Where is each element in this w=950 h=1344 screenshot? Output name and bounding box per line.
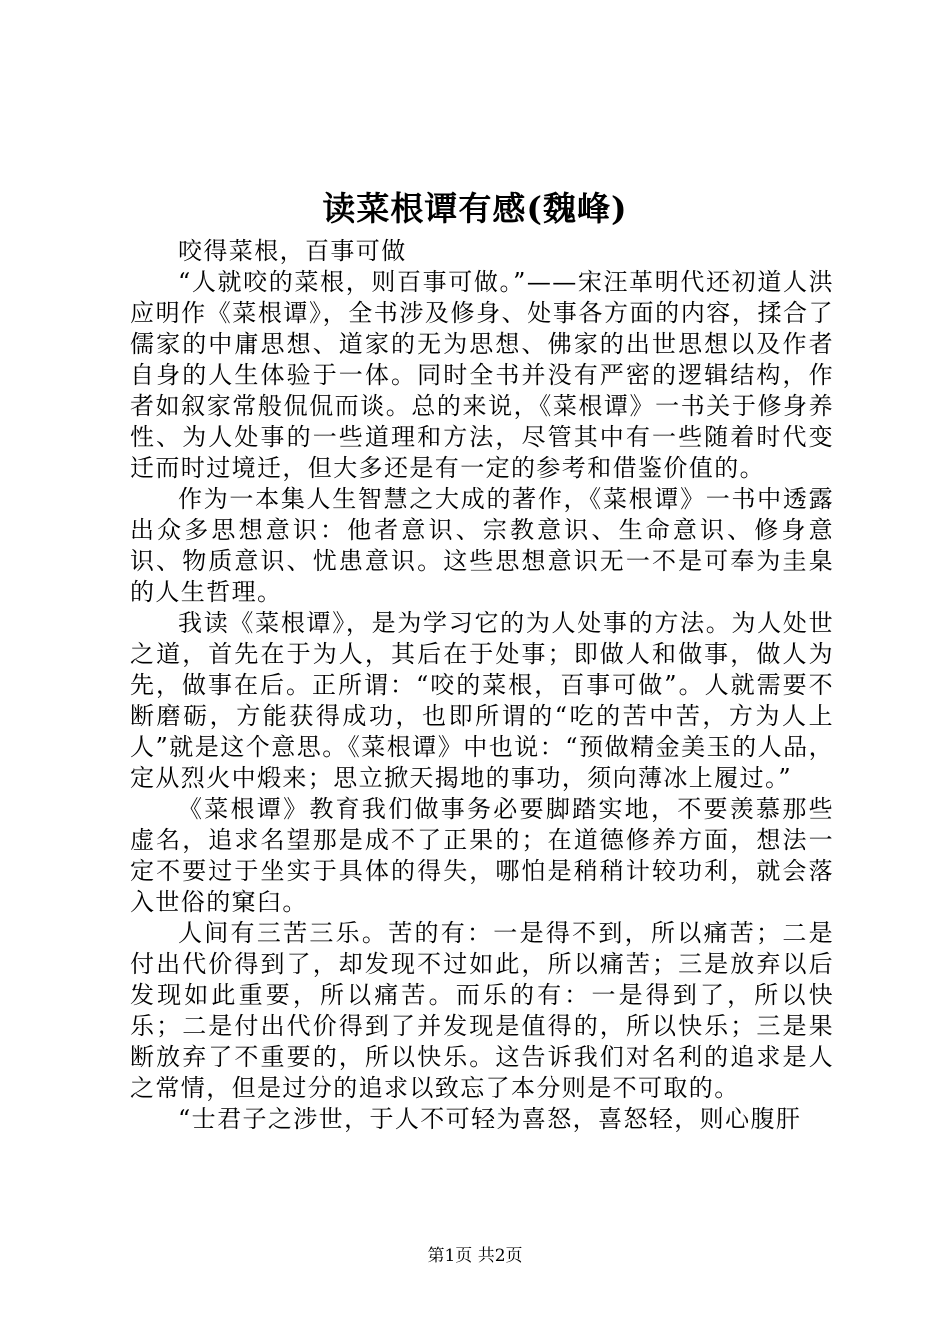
document-body (130, 236, 834, 1135)
paragraph-1: “人就咬的菜根，则百事可做。”——宋汪革明代还初道人洪应明作《菜根谭》，全书涉及修身、处事各方面的内容，揉合了儒家的中庸思想、道家的无为思想、佛家的出世思想以及作者自身的人生体验于一体。同时全书并没有严密的逻辑结构，作者如叙家常般侃侃而谈。总的来说，《菜根谭》一书关于修身养性、为人处事的一些道理和方法，尽管其中有一些随着时代变迁而时过境迁，但大多还是有一定的参考和借鉴价值的。 (130, 268, 834, 482)
paragraph-4: 《菜根谭》教育我们做事务必要脚踏实地，不要羡慕那些虚名，追求名望那是成不了正果的；在道德修养方面，想法一定不要过于坐实于具体的得失，哪怕是稍稍计较功利，就会落入世俗的窠臼。 (130, 795, 834, 916)
paragraph-2: 作为一本集人生智慧之大成的著作，《菜根谭》一书中透露出众多思想意识：他者意识、宗教意识、生命意识、修身意识、物质意识、忧患意识。这些思想意识无一不是可奉为圭臬的人生哲理。 (130, 485, 834, 606)
document-subtitle: 咬得菜根，百事可做 (178, 237, 407, 265)
paragraph-3: 我读《菜根谭》，是为学习它的为人处事的方法。为人处世之道，首先在于为人，其后在于处事；即做人和做事，做人为先，做事在后。正所谓：“咬的菜根，百事可做”。人就需要不断磨砺，方能获得成功，也即所谓的“吃的苦中苦，方为人上人”就是这个意思。《菜根谭》中也说：“预做精金美玉的人品，定从烈火中煅来；思立掀天揭地的事功，须向薄冰上履过。” (130, 609, 834, 792)
document-title: 读菜根谭有感(魏峰) (322, 189, 628, 228)
page-number-footer: 第1页 共2页 (427, 1246, 523, 1266)
paragraph-6: “士君子之涉世，于人不可轻为喜怒，喜怒轻，则心腹肝 (178, 1105, 802, 1133)
paragraph-5: 人间有三苦三乐。苦的有：一是得不到，所以痛苦；二是付出代价得到了，却发现不过如此，所以痛苦；三是放弃以后发现如此重要，所以痛苦。而乐的有：一是得到了，所以快乐；二是付出代价得到了并发现是值得的，所以快乐；三是果断放弃了不重要的，所以快乐。这告诉我们对名利的追求是人之常情，但是过分的追求以致忘了本分则是不可取的。 (130, 919, 834, 1102)
